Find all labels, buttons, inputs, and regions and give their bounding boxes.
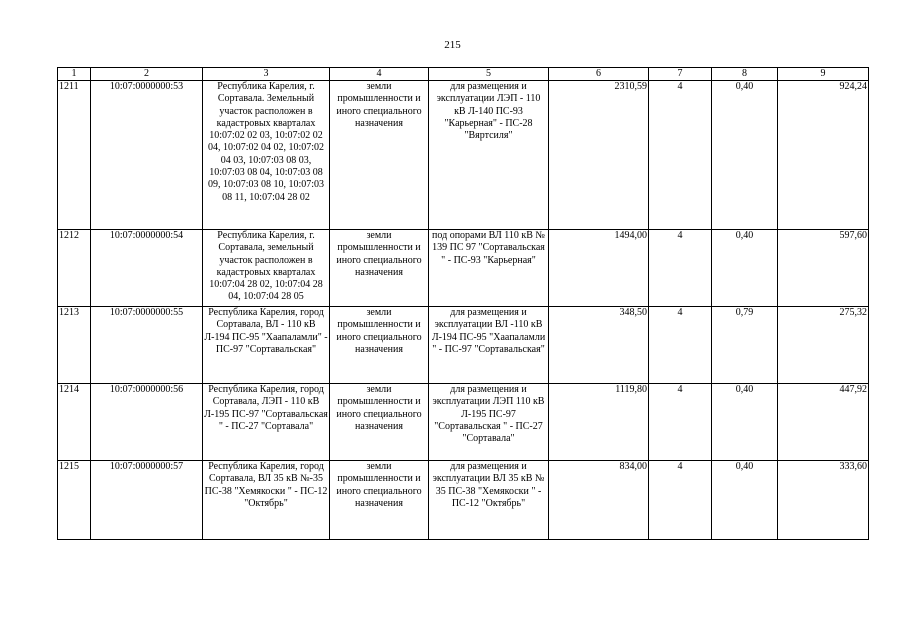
permitted-use-cell: для размещения и эксплуатации ВЛ 35 кВ № 35 ПС-38 "Хемякоски " - ПС-12 "Октябрь" xyxy=(429,461,549,540)
column-header: 7 xyxy=(649,68,712,81)
table-row xyxy=(58,307,869,384)
table-row xyxy=(58,81,869,230)
row-number-cell: 1214 xyxy=(58,384,91,461)
table-row xyxy=(58,461,869,540)
location-cell: Республика Карелия, город Сортавала, ВЛ 35 кВ №-35 ПС-38 "Хемякоски " - ПС-12 "Октябрь" xyxy=(203,461,330,540)
cadastral-number-cell: 10:07:0000000:54 xyxy=(91,230,203,307)
cadastral-number-cell: 10:07:0000000:55 xyxy=(91,307,203,384)
location-cell: Республика Карелия, город Сортавала, ЛЭП - 110 кВ Л-195 ПС-97 "Сортавальская " - ПС-27 "Сортавала" xyxy=(203,384,330,461)
row-number-cell: 1212 xyxy=(58,230,91,307)
row-number-cell: 1211 xyxy=(58,81,91,230)
permitted-use-cell: для размещения и эксплуатации ЛЭП 110 кВ Л-195 ПС-97 "Сортавальская " - ПС-27 "Сортавала" xyxy=(429,384,549,461)
land-category-cell: земли промышленности и иного специального назначения xyxy=(330,461,429,540)
permitted-use-cell: для размещения и эксплуатации ВЛ -110 кВ Л-194 ПС-95 "Хаапаламли " - ПС-97 "Сортавальская" xyxy=(429,307,549,384)
land-registry-table xyxy=(57,67,869,540)
column-header: 8 xyxy=(712,68,778,81)
permitted-use-cell: под опорами ВЛ 110 кВ № 139 ПС 97 "Сортавальская " - ПС-93 "Карьерная" xyxy=(429,230,549,307)
column-9-cell: 333,60 xyxy=(778,461,869,540)
column-header: 5 xyxy=(429,68,549,81)
cadastral-number-cell: 10:07:0000000:53 xyxy=(91,81,203,230)
land-category-cell: земли промышленности и иного специального назначения xyxy=(330,384,429,461)
location-cell: Республика Карелия, город Сортавала, ВЛ - 110 кВ Л-194 ПС-95 "Хаапаламли" - ПС-97 "Сортавальская" xyxy=(203,307,330,384)
column-8-cell: 0,40 xyxy=(712,230,778,307)
column-9-cell: 597,60 xyxy=(778,230,869,307)
area-cell: 2310,59 xyxy=(549,81,649,230)
column-8-cell: 0,40 xyxy=(712,384,778,461)
column-9-cell: 447,92 xyxy=(778,384,869,461)
column-8-cell: 0,40 xyxy=(712,461,778,540)
area-cell: 1494,00 xyxy=(549,230,649,307)
cadastral-number-cell: 10:07:0000000:57 xyxy=(91,461,203,540)
row-number-cell: 1213 xyxy=(58,307,91,384)
column-header: 9 xyxy=(778,68,869,81)
column-8-cell: 0,79 xyxy=(712,307,778,384)
table-row xyxy=(58,230,869,307)
column-7-cell: 4 xyxy=(649,384,712,461)
page-number: 215 xyxy=(444,39,461,51)
location-cell: Республика Карелия, г. Сортавала. Земельный участок расположен в кадастровых кварталах 10:07:02 02 03, 10:07:02 02 04, 10:07:02 04 02, 10:07:02 04 03, 10:07:03 08 03, 10:07:03 08 04, 10:07:03 08 09, 10:07:03 08 10, 10:07:03 08 11, 10:07:04 28 02 xyxy=(203,81,330,230)
area-cell: 1119,80 xyxy=(549,384,649,461)
column-number-row xyxy=(58,68,869,81)
column-header: 3 xyxy=(203,68,330,81)
row-number-cell: 1215 xyxy=(58,461,91,540)
table-row xyxy=(58,384,869,461)
cadastral-number-cell: 10:07:0000000:56 xyxy=(91,384,203,461)
column-8-cell: 0,40 xyxy=(712,81,778,230)
column-7-cell: 4 xyxy=(649,81,712,230)
column-header: 4 xyxy=(330,68,429,81)
column-7-cell: 4 xyxy=(649,307,712,384)
location-cell: Республика Карелия, г. Сортавала, земельный участок расположен в кадастровых кварталах 10:07:04 28 02, 10:07:04 28 04, 10:07:04 28 05 xyxy=(203,230,330,307)
land-category-cell: земли промышленности и иного специального назначения xyxy=(330,81,429,230)
land-category-cell: земли промышленности и иного специального назначения xyxy=(330,307,429,384)
area-cell: 348,50 xyxy=(549,307,649,384)
column-9-cell: 275,32 xyxy=(778,307,869,384)
column-header: 6 xyxy=(549,68,649,81)
column-header: 2 xyxy=(91,68,203,81)
permitted-use-cell: для размещения и эксплуатации ЛЭП - 110 кВ Л-140 ПС-93 "Карьерная" - ПС-28 "Вяртсиля" xyxy=(429,81,549,230)
column-7-cell: 4 xyxy=(649,461,712,540)
land-category-cell: земли промышленности и иного специального назначения xyxy=(330,230,429,307)
area-cell: 834,00 xyxy=(549,461,649,540)
column-7-cell: 4 xyxy=(649,230,712,307)
column-9-cell: 924,24 xyxy=(778,81,869,230)
column-header: 1 xyxy=(58,68,91,81)
